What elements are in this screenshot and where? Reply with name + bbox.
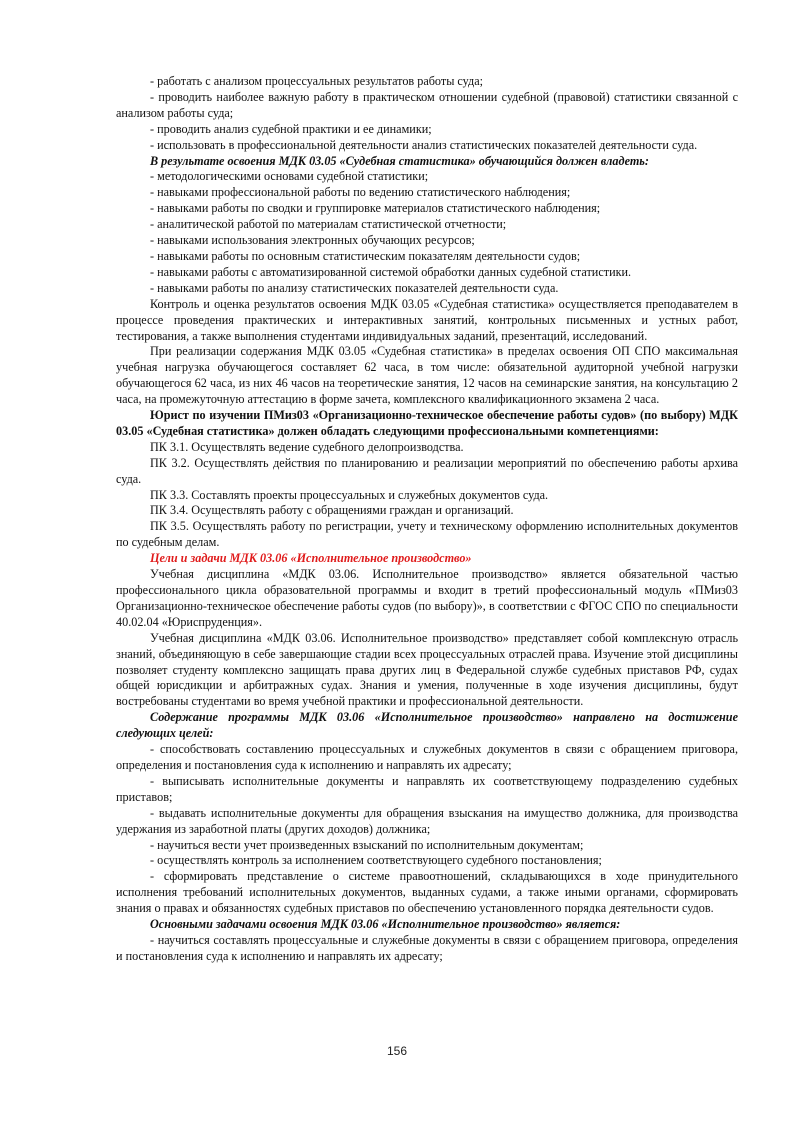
paragraph: - осуществлять контроль за исполнением соответствующего судебного постановления; — [150, 853, 602, 868]
paragraph: При реализации содержания МДК 03.05 «Судебная статистика» в пределах освоения ОП СПО максимальная учебная нагрузка обучающегося составляет 62 часа, в том числе: обязательной аудиторной учебной нагрузки обучающегося 62 часа, из них 46 часов на теоретические занятия, 12 часов на семинарские занятия, на консультацию 2 часа, на промежуточную аттестацию в форме зачета, комплексного квалификационного экзамена 2 часа. — [116, 344, 738, 407]
competencies-heading: Юрист по изучении ПМиз03 «Организационно-техническое обеспечение работы судов» (по выбору) МДК 03.05 «Судебная статистика» должен обладать следующими профессиональными компетенциями: — [116, 408, 738, 438]
section-heading: В результате освоения МДК 03.05 «Судебная статистика» обучающийся должен владеть: — [150, 153, 649, 168]
paragraph: - методологическими основами судебной статистики; — [150, 169, 429, 184]
paragraph: - научиться вести учет произведенных взысканий по исполнительным документам; — [150, 837, 584, 852]
paragraph: - навыками профессиональной работы по ведению статистического наблюдения; — [150, 185, 571, 200]
paragraph: ПК 3.5. Осуществлять работу по регистрации, учету и техническому оформлению исполнительных документов по судебным делам. — [116, 519, 738, 550]
paragraph: - навыками работы с автоматизированной системой обработки данных судебной статистики. — [150, 264, 632, 279]
paragraph: ПК 3.4. Осуществлять работу с обращениями граждан и организаций. — [150, 503, 514, 518]
paragraph: Учебная дисциплина «МДК 03.06. Исполнительное производство» является обязательной частью профессионального цикла образовательной программы и входит в третий профессиональный модуль «ПМиз03 Организационно-техническое обеспечение работы судов (по выбору)», в соответствии с ФГОС СПО по специальности 40.02.04 «Юриспруденция». — [116, 567, 738, 629]
paragraph: - навыками работы по анализу статистических показателей деятельности суда. — [150, 280, 559, 295]
document-page — [116, 74, 738, 965]
paragraph: - навыками работы по основным статистическим показателям деятельности судов; — [150, 248, 581, 263]
section-heading: Основными задачами освоения МДК 03.06 «Исполнительное производство» является: — [150, 917, 621, 932]
paragraph: - выписывать исполнительные документы и направлять их соответствующему подразделению судебных приставов; — [116, 773, 738, 804]
paragraph: - сформировать представление о системе правоотношений, складывающихся в ходе принудительного исполнения требований исполнительных документов, выданных судами, а также иными органами, сформировать знания о правах и обязанностях судебных приставов по обеспечению установленного порядка деятельности судов. — [116, 869, 738, 916]
paragraph: - использовать в профессиональной деятельности анализ статистических показателей деятельности суда. — [150, 137, 698, 152]
paragraph: - проводить анализ судебной практики и ее динамики; — [150, 121, 432, 136]
page-number: 156 — [386, 1044, 408, 1058]
paragraph: ПК 3.1. Осуществлять ведение судебного делопроизводства. — [150, 439, 464, 454]
paragraph: ПК 3.3. Составлять проекты процессуальных и служебных документов суда. — [150, 487, 549, 502]
paragraph: - способствовать составлению процессуальных и служебных документов в связи с обращением приговора, определения и постановления суда к исполнению и направлять их адресату; — [116, 742, 738, 772]
paragraph: - проводить наиболее важную работу в практическом отношении судебной (правовой) статистики связанной с анализом работы суда; — [116, 89, 738, 120]
paragraph: - выдавать исполнительные документы для обращения взыскания на имущество должника, для производства удержания из заработной платы (других доходов) должника; — [116, 805, 738, 836]
section-title-red: Цели и задачи МДК 03.06 «Исполнительное производство» — [150, 551, 472, 566]
paragraph: - навыками использования электронных обучающих ресурсов; — [150, 233, 475, 248]
paragraph: ПК 3.2. Осуществлять действия по планированию и реализации мероприятий по обеспечению работы архива суда. — [116, 455, 738, 486]
paragraph: Учебная дисциплина «МДК 03.06. Исполнительное производство» представляет собой комплексную отрасль знаний, объединяющую в себе завершающие стадии всех процессуальных отраслей права. Изучение этой дисциплины позволяет студенту комплексно защищать права других лиц в Федеральной службе судебных приставов РФ, судах общей юрисдикции и арбитражных судах. Знания и умения, полученные в ходе изучения дисциплины, будут востребованы студентами во время учебной практики и профессиональной деятельности. — [116, 630, 738, 709]
section-heading: Содержание программы МДК 03.06 «Исполнительное производство» направлено на достижение следующих целей: — [116, 710, 738, 741]
paragraph: - работать с анализом процессуальных результатов работы суда; — [150, 74, 483, 88]
paragraph: Контроль и оценка результатов освоения МДК 03.05 «Судебная статистика» осуществляется преподавателем в процессе проведения практических и интерактивных занятий, контрольных письменных и устных работ, тестирования, а также выполнения студентами индивидуальных заданий, презентаций, исследований. — [116, 296, 738, 343]
paragraph: - научиться составлять процессуальные и служебные документы в связи с обращением приговора, определения и постановления суда к исполнению и направлять их адресату; — [116, 932, 738, 963]
paragraph: - навыками работы по сводки и группировке материалов статистического наблюдения; — [150, 201, 601, 216]
paragraph: - аналитической работой по материалам статистической отчетности; — [150, 217, 507, 232]
